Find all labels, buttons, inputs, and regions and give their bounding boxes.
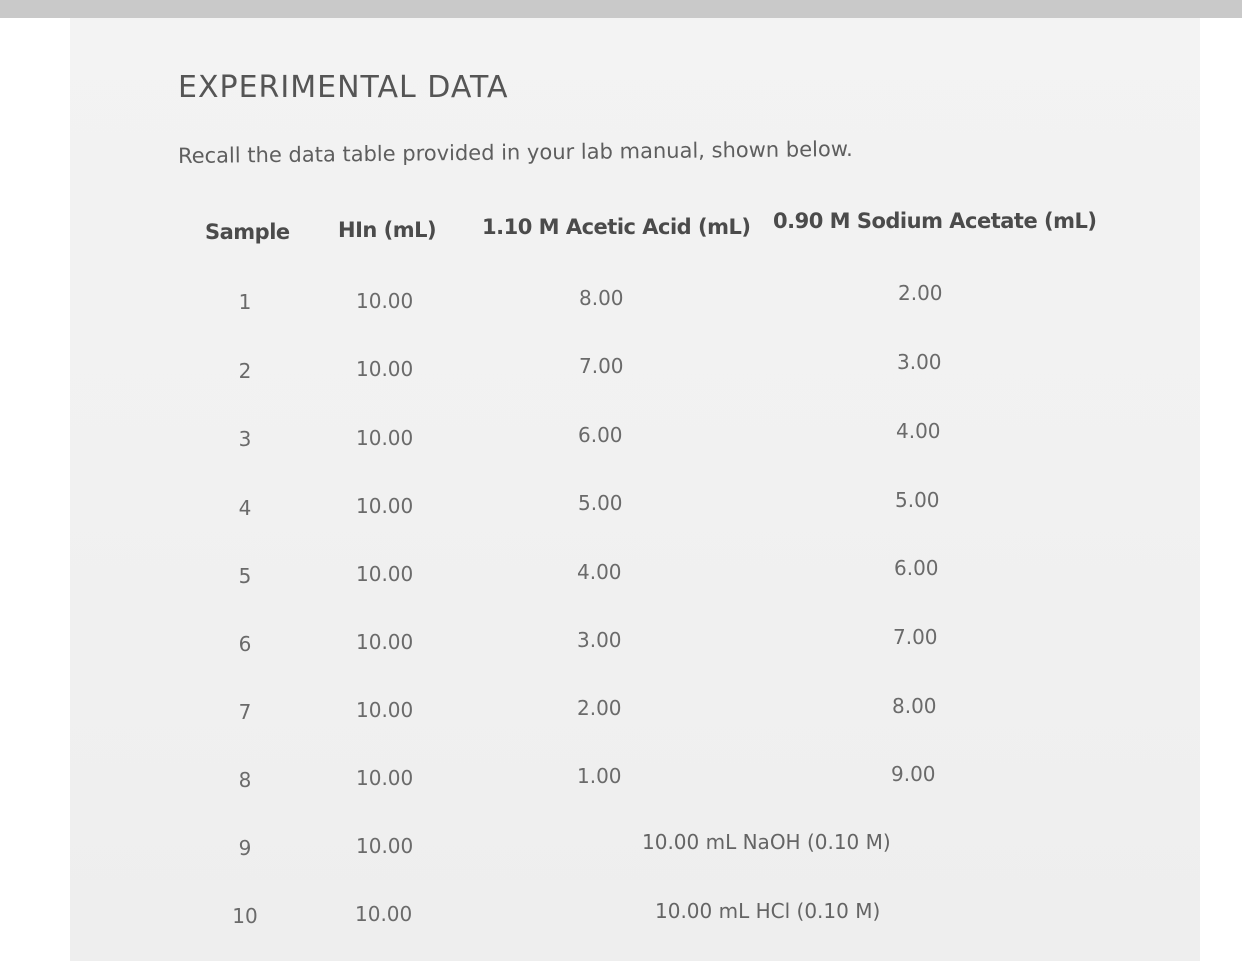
cell-sodium-acetate: 8.00 [892, 694, 937, 718]
cell-sample: 9 [238, 836, 252, 860]
cell-acetic-acid: 1.00 [577, 764, 622, 788]
cell-hin: 10.00 [356, 630, 414, 654]
cell-acetic-acid: 8.00 [579, 286, 624, 310]
header-sodium-acetate: 0.90 M Sodium Acetate (mL) [773, 209, 1097, 233]
cell-hin: 10.00 [356, 698, 414, 722]
cell-hin: 10.00 [355, 902, 413, 926]
header-sample: Sample [205, 220, 290, 244]
cell-hin: 10.00 [356, 766, 414, 790]
cell-acetic-acid: 6.00 [578, 423, 623, 447]
top-band [0, 0, 1242, 18]
cell-hin: 10.00 [356, 289, 414, 313]
cell-sodium-acetate: 6.00 [894, 556, 939, 580]
cell-acetic-acid: 2.00 [577, 696, 622, 720]
cell-sample: 6 [238, 632, 252, 656]
cell-sodium-acetate: 5.00 [895, 488, 940, 512]
cell-sodium-acetate: 3.00 [897, 350, 942, 374]
cell-acetic-acid: 4.00 [577, 560, 622, 584]
cell-hcl-note: 10.00 mL HCl (0.10 M) [655, 899, 881, 923]
cell-acetic-acid: 7.00 [579, 354, 624, 378]
cell-sample: 7 [238, 700, 252, 724]
cell-hin: 10.00 [356, 494, 414, 518]
cell-hin: 10.00 [356, 426, 414, 450]
header-acetic-acid: 1.10 M Acetic Acid (mL) [482, 215, 751, 239]
cell-sample: 3 [238, 427, 252, 451]
cell-naoh-note: 10.00 mL NaOH (0.10 M) [642, 830, 891, 854]
cell-sodium-acetate: 9.00 [891, 762, 936, 786]
cell-sample: 5 [238, 564, 252, 588]
cell-acetic-acid: 3.00 [577, 628, 622, 652]
cell-sample: 2 [238, 359, 252, 383]
cell-acetic-acid: 5.00 [578, 491, 623, 515]
header-hin: HIn (mL) [338, 218, 437, 242]
cell-sample: 4 [238, 496, 252, 520]
cell-hin: 10.00 [356, 834, 414, 858]
cell-sodium-acetate: 7.00 [893, 625, 938, 649]
cell-sample: 8 [238, 768, 252, 792]
cell-sodium-acetate: 2.00 [898, 281, 943, 305]
intro-text: Recall the data table provided in your lab manual, shown below. [177, 136, 853, 168]
page-title: EXPERIMENTAL DATA [178, 70, 509, 105]
cell-sample: 10 [232, 904, 258, 928]
cell-hin: 10.00 [356, 562, 414, 586]
cell-sample: 1 [238, 290, 252, 314]
cell-sodium-acetate: 4.00 [896, 419, 941, 443]
cell-hin: 10.00 [356, 357, 414, 381]
